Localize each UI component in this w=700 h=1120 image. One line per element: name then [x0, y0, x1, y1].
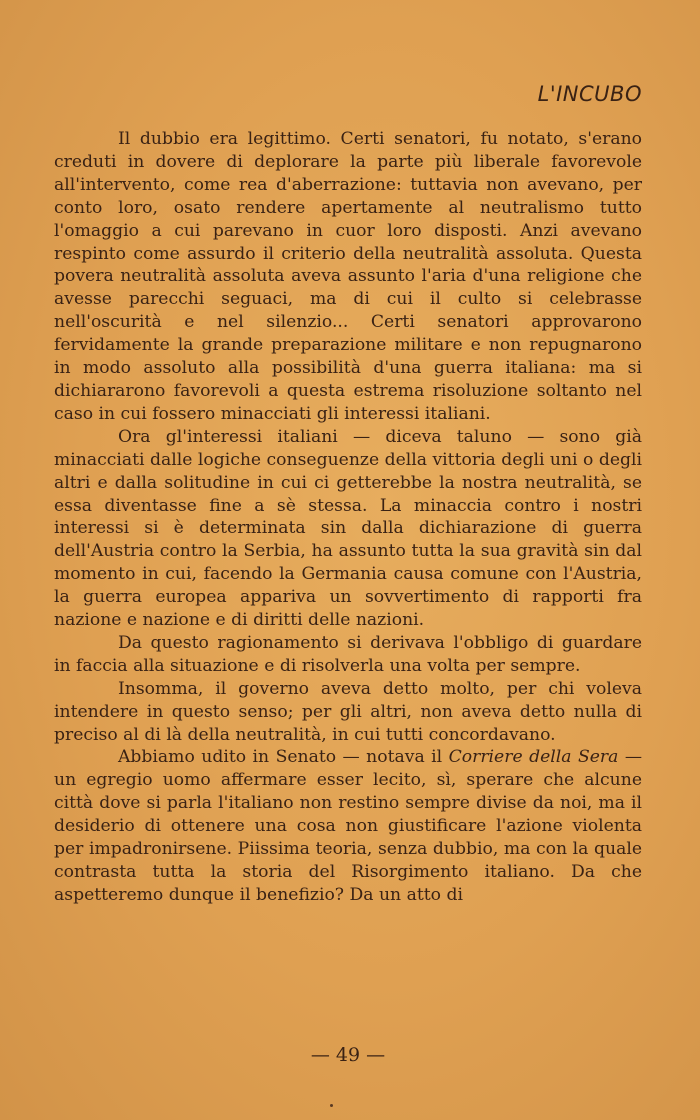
paragraph-2: Ora gl'interessi italiani — diceva taluno — sono già minacciati dalle logiche conseguenze della vittoria degli uni o degli altri e dalla solitudine in cui ci getterebbe la nostra neutralità, se essa diventasse fine a sè stessa. La minaccia contro i nostri interessi si è determinata sin dalla dichiarazione di guerra dell'Austria contro la Serbia, ha assunto tutta la sua gravità sin dal momento in cui, facendo la Germania causa comune con l'Austria, la guerra europea appariva un sovvertimento di rapporti fra nazione e nazione e di diritti delle nazioni. — [54, 426, 642, 631]
paragraph-5 — [54, 746, 642, 906]
paragraph-4: Insomma, il governo aveva detto molto, per chi voleva intendere in questo senso; per gli altri, non aveva detto nulla di preciso al di là della neutralità, in cui tutti concordavano. — [54, 678, 642, 745]
running-head: L'INCUBO — [537, 82, 642, 106]
paragraph-5-lead: Abbiamo udito in Senato — notava il — [118, 747, 449, 768]
newspaper-title: Corriere della Sera — [448, 747, 619, 768]
page-number: — 49 — — [310, 1044, 386, 1066]
paragraph-5-rest: — un egregio uomo affermare esser lecito, sì, sperare che alcune città dove si parla l'italiano non restino sempre divise da noi, ma il desiderio di ottenere una cosa non giustificare l'azione violenta per impadronirsene. Piissima teoria, senza dubbio, ma con la quale contrasta tutta la storia del Risorgimento italiano. Da che aspetteremo dunque il benefizio? Da un atto di — [54, 747, 643, 905]
ink-speck — [330, 1104, 333, 1107]
paragraph-3: Da questo ragionamento si derivava l'obbligo di guardare in faccia alla situazione e di risolverla una volta per sempre. — [54, 632, 642, 676]
book-page — [54, 0, 642, 1120]
paragraph-1: Il dubbio era legittimo. Certi senatori, fu notato, s'erano creduti in dovere di deplorare la parte più liberale favorevole all'intervento, come rea d'aberrazione: tuttavia non avevano, per conto loro, osato rendere apertamente al neutralismo tutto l'omaggio a cui parevano in cuor loro disposti. Anzi avevano respinto come assurdo il criterio della neutralità assoluta. Questa povera neutralità assoluta aveva assunto l'aria d'una religione che avesse parecchi seguaci, ma di cui il culto si celebrasse nell'oscurità e nel silenzio... Certi senatori approvarono fervidamente la grande preparazione militare e non repugnarono in modo assoluto alla possibilità d'una guerra italiana: ma si dichiararono favorevoli a questa estrema risoluzione soltanto nel caso in cui fossero minacciati gli interessi italiani. — [54, 129, 642, 424]
body-text — [54, 128, 642, 907]
